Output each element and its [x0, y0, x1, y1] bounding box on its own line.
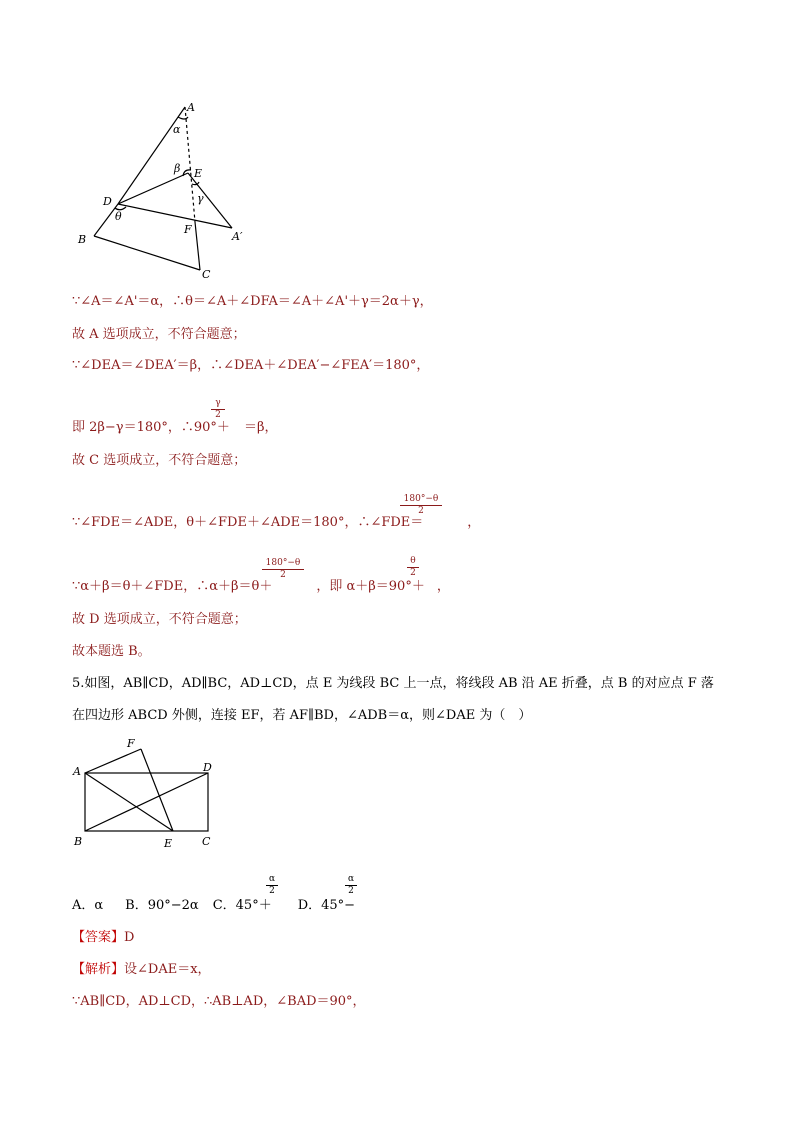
label-D: D: [203, 761, 212, 774]
text-line-3: ∵∠DEA＝∠DEA′＝β，∴∠DEA＋∠DEA′−∠FEA′＝180°，: [72, 358, 430, 373]
text-line-8: 故 D 选项成立，不符合题意；: [72, 612, 247, 627]
answer-label: 【答案】: [72, 930, 125, 945]
text-line-6b: ，: [467, 515, 481, 530]
label-theta: θ: [115, 210, 122, 223]
segment-BD: [85, 773, 208, 831]
analysis-line: [72, 961, 211, 979]
text-line-7: [72, 578, 450, 596]
text-line-6a: ∵∠FDE＝∠ADE，θ＋∠FDE＋∠ADE＝180°，∴∠FDE＝: [72, 515, 424, 530]
question-5-line-1: 5.如图，AB∥CD，AD∥BC，AD⊥CD，点 E 为线段 BC 上一点，将线段 AB 沿 AE 折叠，点 B 的对应点 F 落: [72, 676, 714, 691]
label-C: C: [202, 268, 211, 281]
segment-DA-prime: [118, 204, 232, 228]
text-line-2: 故 A 选项成立，不符合题意；: [72, 327, 246, 342]
triangle-fold-figure: [72, 98, 262, 284]
answer-value: D: [124, 930, 135, 945]
text-line-4b: ＝β，: [243, 420, 278, 435]
text-line-7c: ，: [436, 579, 450, 594]
segment-FC: [195, 222, 200, 270]
option-c: C．45°＋: [212, 898, 272, 913]
text-line-1: ∵∠A＝∠A'＝α，∴θ＝∠A＋∠DFA＝∠A＋∠A'＋γ＝2α＋γ，: [72, 294, 433, 309]
answer-line: [72, 929, 134, 947]
label-F: F: [127, 737, 135, 750]
segment-AE: [85, 773, 173, 831]
analysis-text: 设∠DAE＝x，: [124, 962, 211, 977]
analysis-label: 【解析】: [72, 962, 125, 977]
segment-FE: [141, 749, 173, 831]
label-gamma: γ: [197, 192, 204, 205]
label-C: C: [202, 835, 211, 848]
option-b: B．90°−2α: [125, 898, 199, 913]
text-line-7b: ，即 α＋β＝90°＋: [316, 579, 425, 594]
fraction-alpha-over-2-d: $\frac{\alpha}{2}$: [345, 874, 357, 897]
label-D: D: [103, 195, 112, 208]
label-F: F: [184, 223, 192, 236]
text-line-9: 故本题选 B。: [72, 644, 151, 659]
text-line-5: 故 C 选项成立，不符合题意；: [72, 453, 247, 468]
option-d: D．45°−: [297, 898, 356, 913]
rectangle-fold-figure: [70, 735, 220, 853]
option-a: A．α: [72, 898, 104, 913]
text-line-7a: ∵α＋β＝θ＋∠FDE，∴α＋β＝θ＋: [72, 579, 273, 594]
options-line: [72, 897, 355, 915]
text-line-4: [72, 419, 277, 437]
label-E: E: [194, 167, 203, 180]
question-5-line-2: 在四边形 ABCD 外侧，连接 EF，若 AF∥BD，∠ADB＝α，则∠DAE 为（ ）: [72, 708, 532, 723]
label-B: B: [78, 233, 87, 246]
label-B: B: [74, 835, 83, 848]
dashed-AF: [185, 107, 195, 222]
fraction-alpha-over-2-c: $\frac{\alpha}{2}$: [266, 874, 278, 897]
text-line-4a: 即 2β−γ＝180°，∴90°＋: [72, 420, 230, 435]
label-A-prime: A′: [232, 230, 243, 243]
text-last-line: ∵AB∥CD，AD⊥CD，∴AB⊥AD，∠BAD＝90°，: [72, 994, 366, 1009]
segment-BC: [94, 236, 200, 270]
label-A: A: [73, 765, 81, 778]
angle-alpha-arc: [178, 117, 188, 119]
fraction-180-minus-theta-over-2-b: $\frac{180^\circ-\theta}{2}$: [262, 558, 304, 581]
label-beta: β: [174, 162, 181, 175]
label-E: E: [164, 837, 173, 850]
fraction-theta-over-2: $\frac{\theta}{2}$: [407, 556, 419, 579]
label-A: A: [187, 101, 195, 114]
fraction-gamma-over-2: $\frac{\gamma}{2}$: [211, 398, 225, 421]
fraction-180-minus-theta-over-2-a: $\frac{180^\circ-\theta}{2}$: [400, 494, 442, 517]
label-alpha: α: [173, 123, 181, 136]
segment-AF: [85, 749, 141, 773]
